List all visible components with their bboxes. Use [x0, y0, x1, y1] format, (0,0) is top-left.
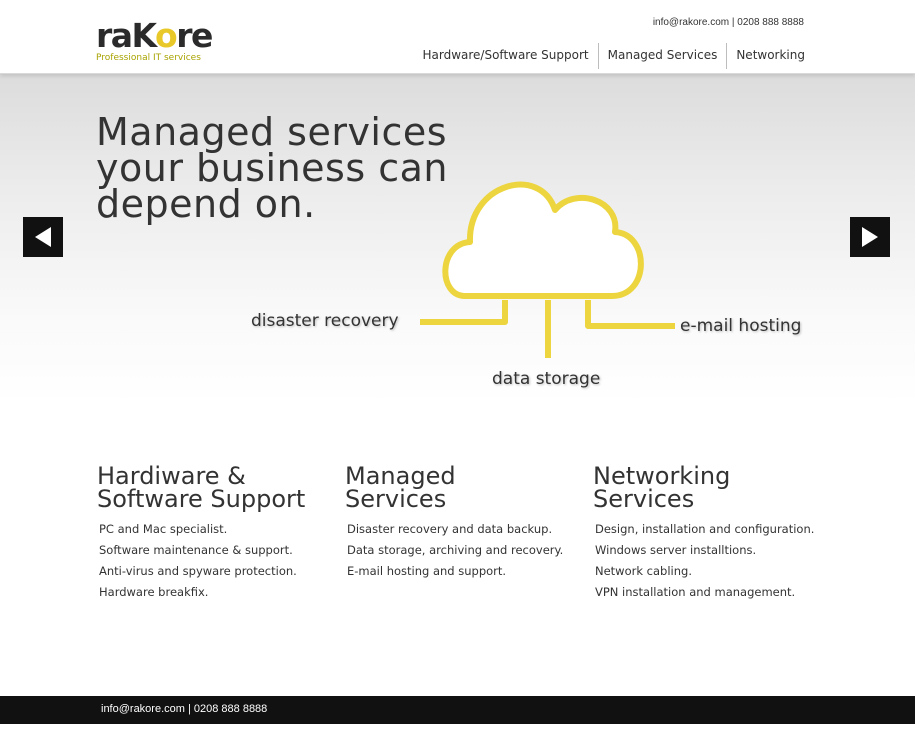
list-item: PC and Mac specialist.	[99, 522, 228, 536]
logo-power-icon: o	[155, 16, 177, 55]
nav-networking[interactable]: Networking	[726, 43, 814, 69]
column-title: Hardiware & Software Support	[97, 462, 306, 513]
hero-banner	[0, 74, 915, 404]
header-contact-info: info@rakore.com | 0208 888 8888	[652, 17, 804, 28]
list-item: Data storage, archiving and recovery.	[347, 543, 564, 557]
list-item: Design, installation and configuration.	[595, 522, 815, 536]
list-item: Anti-virus and spyware protection.	[99, 564, 297, 578]
list-item: Disaster recovery and data backup.	[347, 522, 553, 536]
list-item: E-mail hosting and support.	[347, 564, 507, 578]
footer-contact-info: info@rakore.com | 0208 888 8888	[101, 703, 268, 715]
main-nav	[413, 43, 814, 69]
column-title: Networking Services	[593, 462, 731, 513]
service-list	[97, 519, 337, 603]
cloud-icon	[445, 185, 641, 296]
nav-hardware-software-support[interactable]: Hardware/Software Support	[422, 48, 589, 62]
column-hardware-software-support	[97, 462, 337, 603]
column-title: Managed Services	[345, 462, 456, 513]
site-header	[0, 0, 915, 74]
label-email-hosting: e-mail hosting	[680, 316, 802, 336]
list-item: Network cabling.	[595, 564, 692, 578]
label-data-storage: data storage	[492, 369, 601, 389]
arrow-left-icon	[33, 226, 53, 248]
list-item: Hardware breakfix.	[99, 585, 209, 599]
rakore-logo[interactable]	[96, 18, 212, 63]
service-list	[593, 519, 833, 603]
logo-wordmark: raKore	[96, 16, 212, 55]
slider-prev-button[interactable]	[23, 217, 63, 257]
list-item: Software maintenance & support.	[99, 543, 293, 557]
list-item: VPN installation and management.	[595, 585, 796, 599]
arrow-right-icon	[860, 226, 880, 248]
label-disaster-recovery: disaster recovery	[251, 311, 399, 331]
connector-email-line	[588, 300, 675, 326]
column-managed-services	[345, 462, 585, 582]
column-networking-services	[593, 462, 833, 603]
slider-next-button[interactable]	[850, 217, 890, 257]
service-list	[345, 519, 585, 582]
nav-managed-services[interactable]: Managed Services	[598, 43, 727, 69]
cloud-diagram-graphic	[0, 74, 915, 404]
list-item: Windows server installtions.	[595, 543, 757, 557]
site-footer	[0, 696, 915, 724]
hero-headline: Managed services your business can depend on.	[96, 110, 448, 226]
logo-tagline: Professional IT services	[96, 53, 201, 63]
connector-disaster-line	[420, 300, 505, 322]
